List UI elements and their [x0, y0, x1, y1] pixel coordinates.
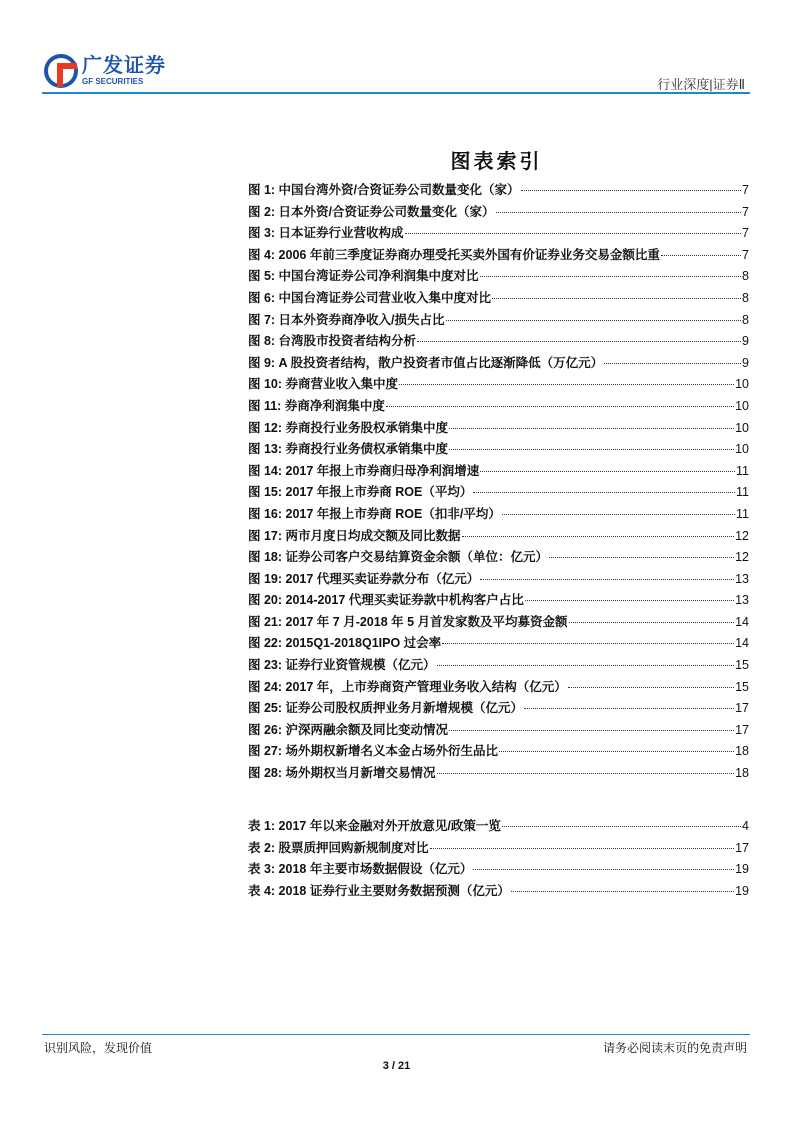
toc-entry-label: 图 7: 日本外资券商净收入/损失占比 — [248, 312, 445, 327]
toc-entry-label: 图 21: 2017 年 7 月-2018 年 5 月首发家数及平均募资金额 — [248, 614, 568, 629]
toc-entry[interactable] — [248, 439, 749, 461]
toc-entry[interactable] — [248, 590, 749, 612]
toc-entry[interactable] — [248, 816, 749, 838]
leader-dots — [511, 891, 734, 892]
toc-entry-page: 10 — [735, 420, 749, 435]
leader-dots — [417, 341, 741, 342]
toc-entry-page: 18 — [735, 744, 749, 759]
leader-dots — [449, 730, 734, 731]
leader-dots — [437, 665, 735, 666]
leader-dots — [480, 471, 735, 472]
toc-entry[interactable] — [248, 741, 749, 763]
toc-entry[interactable] — [248, 202, 749, 224]
section-label: 行业深度|证券Ⅱ — [657, 77, 745, 92]
leader-dots — [549, 557, 734, 558]
header-divider — [42, 92, 750, 94]
leader-dots — [492, 298, 741, 299]
toc-entry[interactable] — [248, 266, 749, 288]
toc-entry-page: 7 — [742, 226, 749, 241]
leader-dots — [386, 406, 734, 407]
toc-entry[interactable] — [248, 418, 749, 440]
toc-entry-label: 图 5: 中国台湾证券公司净利润集中度对比 — [248, 269, 479, 284]
toc-entry-page: 7 — [742, 247, 749, 262]
toc-entry-label: 图 23: 证券行业资管规模（亿元） — [248, 658, 436, 673]
toc-entry-label: 图 26: 沪深两融余额及同比变动情况 — [248, 722, 449, 737]
toc-entry-label: 图 1: 中国台湾外资/合资证券公司数量变化（家） — [248, 183, 520, 197]
leader-dots — [405, 233, 741, 234]
page-number: 3 / 21 — [382, 1060, 411, 1072]
leader-dots — [442, 643, 734, 644]
toc-entry-page: 17 — [735, 722, 749, 737]
toc-entry[interactable] — [248, 526, 749, 548]
toc-entry[interactable] — [248, 223, 749, 245]
toc-entry[interactable] — [248, 838, 749, 860]
toc-entry[interactable] — [248, 310, 749, 332]
toc-entry-page: 15 — [735, 679, 749, 694]
leader-dots — [502, 826, 741, 827]
toc-entry-page: 11 — [736, 485, 749, 500]
figure-index — [248, 180, 749, 785]
leader-dots — [480, 579, 734, 580]
toc-entry-label: 表 3: 2018 年主要市场数据假设（亿元） — [248, 862, 473, 877]
toc-entry[interactable] — [248, 482, 749, 504]
leader-dots — [499, 751, 734, 752]
toc-entry-label: 图 25: 证券公司股权质押业务月新增规模（亿元） — [248, 701, 524, 716]
toc-entry-page: 10 — [735, 442, 749, 457]
toc-entry[interactable] — [248, 612, 749, 634]
toc-entry[interactable] — [248, 655, 749, 677]
leader-dots — [502, 514, 735, 515]
toc-entry-page: 4 — [742, 819, 749, 833]
toc-entry[interactable] — [248, 353, 749, 375]
toc-entry-label: 图 27: 场外期权新增名义本金占场外衍生品比 — [248, 744, 499, 759]
toc-entry[interactable] — [248, 461, 749, 483]
leader-dots — [480, 276, 741, 277]
toc-entry[interactable] — [248, 331, 749, 353]
toc-entry-page: 9 — [742, 334, 749, 349]
toc-entry-page: 17 — [735, 840, 749, 855]
leader-dots — [449, 449, 734, 450]
toc-entry-label: 图 4: 2006 年前三季度证券商办理受托买卖外国有价证券业务交易金额比重 — [248, 247, 660, 262]
toc-entry-label: 图 3: 日本证券行业营收构成 — [248, 226, 404, 241]
toc-entry-label: 图 15: 2017 年报上市券商 ROE（平均） — [248, 485, 473, 500]
toc-entry[interactable] — [248, 504, 749, 526]
leader-dots — [525, 600, 734, 601]
toc-entry[interactable] — [248, 881, 749, 903]
toc-entry[interactable] — [248, 288, 749, 310]
footer-disclaimer: 请务必阅读末页的免责声明 — [602, 1041, 747, 1055]
toc-entry-label: 图 22: 2015Q1-2018Q1IPO 过会率 — [248, 636, 442, 651]
toc-entry-page: 7 — [742, 204, 749, 219]
toc-entry-page: 12 — [735, 528, 749, 543]
toc-entry-page: 15 — [735, 658, 749, 673]
leader-dots — [524, 708, 734, 709]
toc-entry[interactable] — [248, 720, 749, 742]
toc-entry-page: 8 — [742, 312, 749, 327]
toc-entry-label: 图 20: 2014-2017 代理买卖证券款中机构客户占比 — [248, 593, 524, 608]
toc-entry-label: 表 4: 2018 证券行业主要财务数据预测（亿元） — [248, 883, 510, 898]
toc-entry-label: 图 14: 2017 年报上市券商归母净利润增速 — [248, 463, 480, 478]
toc-entry-page: 11 — [736, 506, 749, 521]
toc-entry-page: 9 — [742, 355, 749, 370]
toc-entry-page: 8 — [742, 290, 749, 305]
leader-dots — [568, 687, 734, 688]
toc-entry-page: 19 — [735, 883, 749, 898]
toc-entry[interactable] — [248, 633, 749, 655]
toc-entry-page: 10 — [735, 398, 749, 413]
leader-dots — [430, 848, 735, 849]
toc-entry-page: 8 — [742, 269, 749, 284]
toc-entry[interactable] — [248, 698, 749, 720]
toc-entry-label: 图 13: 券商投行业务债权承销集中度 — [248, 442, 449, 457]
toc-entry[interactable] — [248, 547, 749, 569]
leader-dots — [521, 190, 742, 191]
toc-entry-label: 图 28: 场外期权当月新增交易情况 — [248, 766, 436, 781]
leader-dots — [462, 536, 735, 537]
toc-entry-page: 10 — [735, 377, 749, 392]
footer-slogan: 识别风险，发现价值 — [44, 1041, 153, 1055]
toc-entry-page: 14 — [735, 614, 749, 629]
page-title: 图表索引 — [450, 151, 543, 173]
footer-divider — [42, 1034, 750, 1035]
toc-entry-label: 图 17: 两市月度日均成交额及同比数据 — [248, 528, 461, 543]
toc-entry-page: 13 — [735, 571, 749, 586]
toc-entry[interactable] — [248, 677, 749, 699]
toc-entry-page: 11 — [736, 463, 749, 478]
toc-entry-label: 表 2: 股票质押回购新规制度对比 — [248, 840, 429, 855]
toc-entry-label: 图 12: 券商投行业务股权承销集中度 — [248, 420, 449, 435]
toc-entry[interactable] — [248, 374, 749, 396]
leader-dots — [437, 773, 735, 774]
toc-entry[interactable] — [248, 245, 749, 267]
toc-entry-page: 18 — [735, 766, 749, 781]
toc-entry-label: 图 18: 证券公司客户交易结算资金余额（单位：亿元） — [248, 550, 549, 565]
toc-entry-page: 17 — [735, 701, 749, 716]
leader-dots — [473, 492, 735, 493]
toc-entry-label: 图 10: 券商营业收入集中度 — [248, 377, 399, 392]
leader-dots — [446, 320, 742, 321]
table-index — [248, 816, 749, 902]
toc-entry[interactable] — [248, 859, 749, 881]
leader-dots — [569, 622, 735, 623]
leader-dots — [661, 255, 741, 256]
toc-entry-label: 图 2: 日本外资/合资证券公司数量变化（家） — [248, 204, 495, 219]
toc-entry-label: 图 9: A 股投资者结构，散户投资者市值占比逐渐降低（万亿元） — [248, 355, 604, 370]
toc-entry[interactable] — [248, 180, 749, 202]
toc-entry-label: 图 11: 券商净利润集中度 — [248, 398, 385, 413]
leader-dots — [473, 869, 734, 870]
logo-cn: 广发证券 — [82, 55, 166, 77]
company-logo — [44, 54, 166, 88]
toc-entry-label: 表 1: 2017 年以来金融对外开放意见/政策一览 — [248, 819, 501, 833]
gf-logo-icon — [44, 54, 78, 88]
leader-dots — [399, 384, 734, 385]
toc-entry-label: 图 19: 2017 代理买卖证券款分布（亿元） — [248, 571, 480, 586]
toc-entry-page: 14 — [735, 636, 749, 651]
leader-dots — [496, 212, 742, 213]
toc-entry-label: 图 8: 台湾股市投资者结构分析 — [248, 334, 417, 349]
toc-entry-label: 图 6: 中国台湾证券公司营业收入集中度对比 — [248, 290, 492, 305]
logo-en: GF SECURITIES — [82, 77, 144, 86]
toc-entry-page: 19 — [735, 862, 749, 877]
toc-entry-label: 图 16: 2017 年报上市券商 ROE（扣非/平均） — [248, 506, 501, 521]
toc-entry[interactable] — [248, 763, 749, 785]
toc-entry-label: 图 24: 2017 年，上市券商资产管理业务收入结构（亿元） — [248, 679, 567, 694]
toc-entry-page: 7 — [742, 183, 749, 197]
leader-dots — [449, 428, 734, 429]
leader-dots — [604, 363, 741, 364]
toc-entry-page: 13 — [735, 593, 749, 608]
toc-entry-page: 12 — [735, 550, 749, 565]
toc-entry[interactable] — [248, 396, 749, 418]
toc-entry[interactable] — [248, 569, 749, 591]
